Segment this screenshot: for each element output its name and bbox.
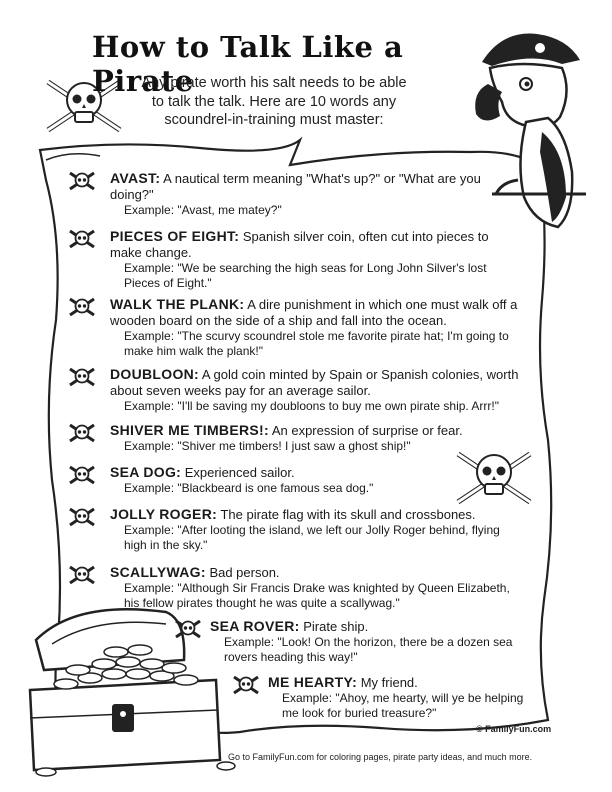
definition: A nautical term meaning "What's up?" or "What are you doing?" bbox=[110, 171, 481, 202]
example-label: Example: bbox=[124, 581, 175, 595]
term: DOUBLOON: bbox=[110, 366, 200, 382]
definition: The pirate flag with its skull and crossbones. bbox=[217, 507, 476, 522]
term: JOLLY ROGER: bbox=[110, 506, 218, 522]
definition: Experienced sailor. bbox=[181, 465, 295, 480]
list-item bbox=[70, 170, 520, 218]
skull-bullet-icon bbox=[174, 618, 202, 640]
list-item bbox=[70, 296, 520, 359]
skull-bullet-icon bbox=[68, 464, 96, 486]
example-label: Example: bbox=[124, 399, 175, 413]
term: WALK THE PLANK: bbox=[110, 296, 245, 312]
example-text: "We be searching the high seas for Long John Silver's lost Pieces of Eight." bbox=[124, 261, 487, 290]
example-label: Example: bbox=[282, 691, 333, 705]
example-text: "Blackbeard is one famous sea dog." bbox=[177, 481, 374, 495]
term: PIECES OF EIGHT: bbox=[110, 228, 240, 244]
definition: An expression of surprise or fear. bbox=[268, 423, 463, 438]
list-item bbox=[70, 366, 520, 414]
example-label: Example: bbox=[124, 203, 175, 217]
example-label: Example: bbox=[124, 523, 175, 537]
example-text: "After looting the island, we left our Jolly Roger behind, flying high in the sky." bbox=[124, 523, 500, 552]
skull-bullet-icon bbox=[68, 506, 96, 528]
term: AVAST: bbox=[110, 170, 161, 186]
list-item bbox=[234, 674, 524, 721]
term: SHIVER ME TIMBERS!: bbox=[110, 422, 269, 438]
skull-bullet-icon bbox=[68, 366, 96, 388]
skull-bullet-icon bbox=[68, 296, 96, 318]
definition: Spanish silver coin, often cut into pieces to make change. bbox=[110, 229, 489, 260]
example-text: "The scurvy scoundrel stole me favorite pirate hat; I'm going to make him walk the plank!" bbox=[124, 329, 509, 358]
example-label: Example: bbox=[224, 635, 275, 649]
term: SCALLYWAG: bbox=[110, 564, 206, 580]
example-label: Example: bbox=[124, 261, 175, 275]
list-item bbox=[70, 422, 463, 454]
skull-bullet-icon bbox=[68, 564, 96, 586]
example-text: "Shiver me timbers! I just saw a ghost ship!" bbox=[177, 439, 411, 453]
skull-bullet-icon bbox=[232, 674, 260, 696]
definition: My friend. bbox=[357, 675, 418, 690]
skull-bullet-icon bbox=[68, 228, 96, 250]
example-text: "Although Sir Francis Drake was knighted by Queen Elizabeth, his fellow pirates thought he was quite a scallywag." bbox=[124, 581, 510, 610]
term: SEA DOG: bbox=[110, 464, 182, 480]
page-title: How to Talk Like a Pirate bbox=[92, 30, 404, 98]
list-item bbox=[70, 506, 520, 553]
list-item bbox=[70, 564, 520, 611]
skull-bullet-icon bbox=[68, 422, 96, 444]
definition: Pirate ship. bbox=[299, 619, 369, 634]
list-item bbox=[70, 228, 520, 291]
term: SEA ROVER: bbox=[210, 618, 300, 634]
example-text: "Ahoy, me hearty, will ye be helping me look for buried treasure?" bbox=[282, 691, 524, 720]
definition: A gold coin minted by Spain or Spanish colonies, worth about seven weeks pay for an average sailor. bbox=[110, 367, 519, 398]
list-item bbox=[70, 464, 373, 496]
example-label: Example: bbox=[124, 481, 175, 495]
intro-text: Any pirate worth his salt needs to be able to talk the talk. Here are 10 words any scoundrel-in-training must master: bbox=[141, 75, 407, 128]
list-item bbox=[176, 618, 516, 665]
example-text: "Look! On the horizon, there be a dozen sea rovers heading this way!" bbox=[224, 635, 513, 664]
definition: Bad person. bbox=[205, 565, 280, 580]
skull-bullet-icon bbox=[68, 170, 96, 192]
example-text: "I'll be saving my doubloons to buy me own pirate ship. Arrr!" bbox=[177, 399, 500, 413]
example-text: "Avast, me matey?" bbox=[177, 203, 282, 217]
definition: A dire punishment in which one must walk off a wooden board on the side of a ship and fall into the ocean. bbox=[110, 297, 518, 328]
brand-credit: © FamilyFun.com bbox=[476, 724, 552, 734]
footer-text: Go to FamilyFun.com for coloring pages, pirate party ideas, and much more. bbox=[228, 752, 533, 762]
example-label: Example: bbox=[124, 439, 175, 453]
example-label: Example: bbox=[124, 329, 175, 343]
term: ME HEARTY: bbox=[268, 674, 358, 690]
